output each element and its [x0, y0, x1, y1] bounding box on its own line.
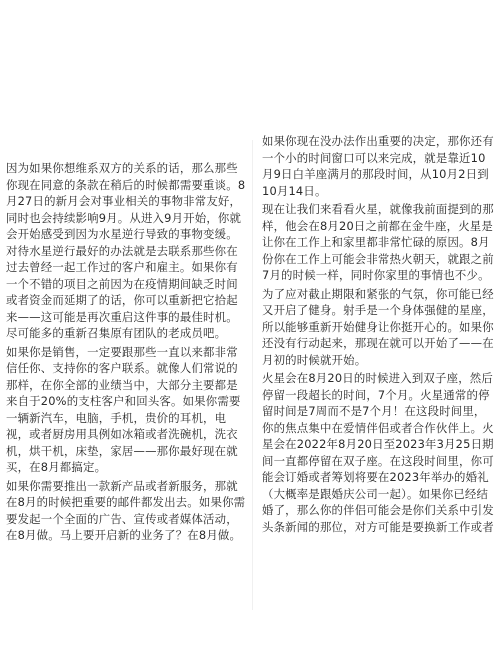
left-paragraph-2: 如果你是销售，一定要跟那些一直以来都非常信任你、支持你的客户联系。就像人们常说的那样，在你全部的业绩当中，大部分主要都是来自于20%的支柱客户和回头客。如果你需要一辆新汽车，电脑，手机，贵价的耳机，电视，或者厨房用具例如冰箱或者洗碗机，洗衣机，烘干机，床垫，家居——那你最好现在就买，在8月都搞定。 — [6, 344, 241, 474]
left-paragraph-3: 如果你需要推出一款新产品或者新服务，那就在8月的时候把重要的邮件都发出去。如果你需要发起一个全面的广告、宣传或者媒体活动，在8月做。马上要开启新的业务了？在8月做。 — [6, 478, 246, 542]
right-paragraph-1: 如果你现在没办法作出重要的决定，那你还有一个小的时间窗口可以来完成，就是靠近10月9日白羊座满月的那段时间，从10月2日到10月14日。 — [262, 134, 494, 198]
column-divider — [252, 140, 253, 610]
left-paragraph-1: 因为如果你想维系双方的关系的话，那么那些你现在同意的条款在稍后的时候都需要重谈。8月27日的新月会对事业相关的事物非常友好，同时也会持续影响9月。从进入9月开始，你就会开始感受到因为水星逆行导致的事物变缓。对待水星逆行最好的办法就是去联系那些你在过去曾经一起工作过的客户和雇主。如果你有一个不错的项目之前因为在疫情期间缺乏时间或者资金而延期了的话，你可以重新把它拾起来——这可能是再次重启这件事的最佳时机。尽可能多的重新召集原有团队的老成员吧。 — [6, 161, 246, 340]
right-text-column — [262, 133, 496, 537]
right-paragraph-3: 为了应对截止期限和紧张的气氛，你可能已经又开启了健身。射手是一个身体强健的星座，所以能够重新开始健身让你挺开心的。如果你还没有行动起来，那现在就可以开始了——在月初的时候就开始。 — [262, 286, 494, 367]
right-paragraph-2: 现在让我们来看看火星，就像我前面提到的那样，他会在8月20日之前都在金牛座，火星是让你在工作上和家里都非常忙碌的原因。8月份你在工作上可能会非常热火朝天，就跟之前7月的时候一样，同时你家里的事情也不少。 — [262, 202, 494, 282]
left-text-column — [6, 160, 246, 546]
right-paragraph-4: 火星会在8月20日的时候进入到双子座，然后停留一段超长的时间，7个月。火星通常的停留时间是7周而不是7个月！在这段时间里，你的焦点集中在爱情伴侣或者合作伙伴上。火星会在2022年8月20日至2023年3月25日期间一直都停留在双子座。在这段时间里，你可能会订婚或者筹划将要在2023年举办的婚礼（大概率是跟婚庆公司一起）。如果你已经结婚了，那么你的伴侣可能会是你们关系中引发头条新闻的那位，对方可能是要换新工作或者 — [262, 371, 494, 534]
